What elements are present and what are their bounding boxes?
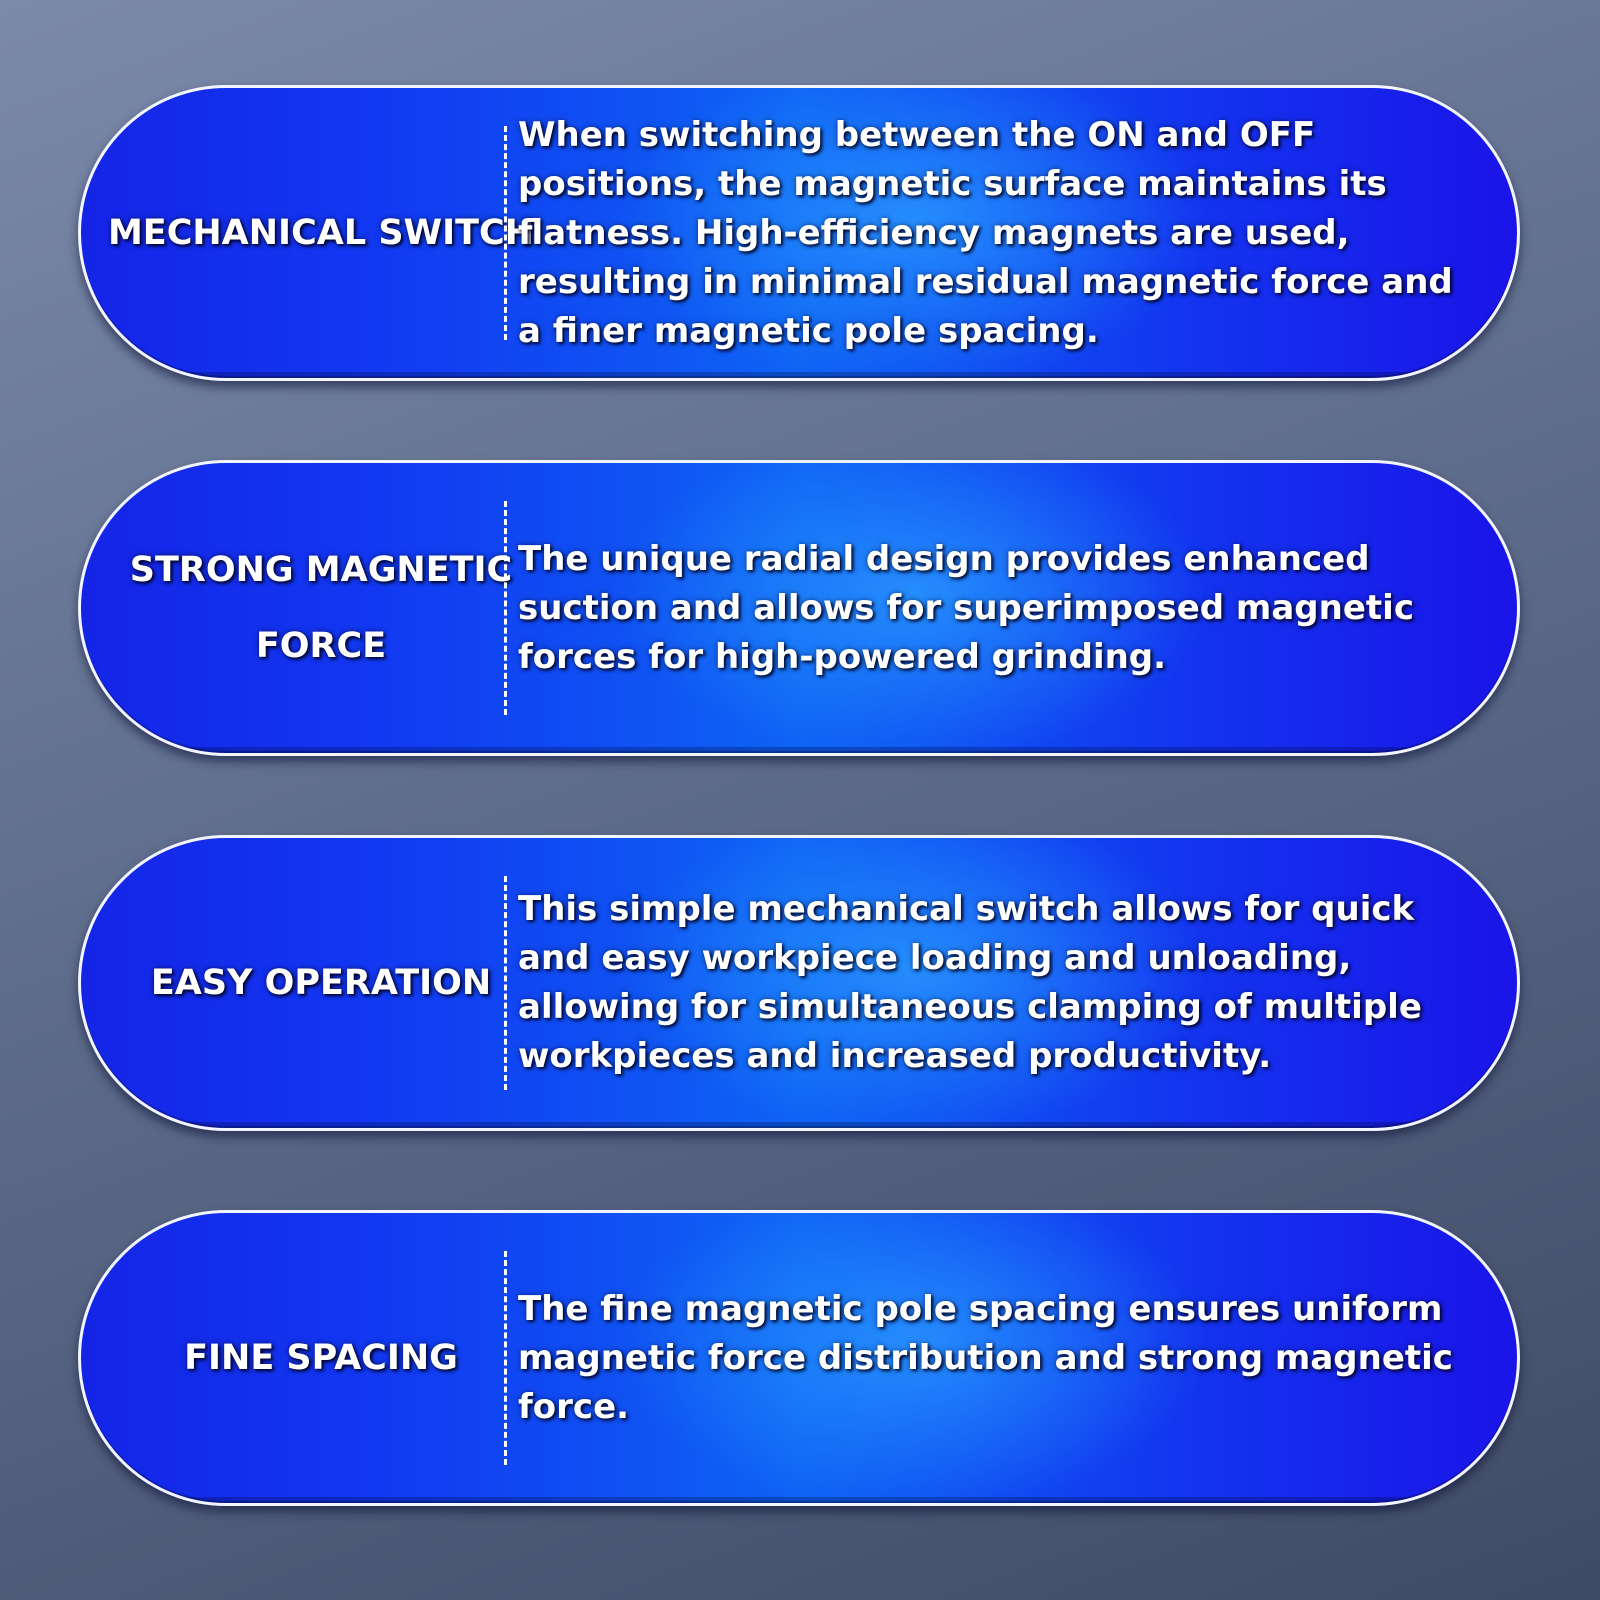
feature-title: EASY OPERATION <box>150 963 492 1003</box>
feature-description: The unique radial design provides enhanced suction and allows for superimposed magnetic forces for high-powered grinding. <box>518 538 1414 677</box>
feature-card-fine-spacing <box>78 1210 1520 1506</box>
dashed-divider <box>504 126 507 340</box>
feature-card-easy-operation <box>78 835 1520 1131</box>
feature-title: FINE SPACING <box>184 1338 458 1378</box>
dashed-divider <box>504 1251 507 1465</box>
feature-card-mechanical-switch <box>78 85 1520 381</box>
dashed-divider <box>504 876 507 1090</box>
feature-title: MECHANICAL SWITCH <box>107 213 535 253</box>
dashed-divider <box>504 501 507 715</box>
feature-description: When switching between the ON and OFF positions, the magnetic surface maintains its flatness. High-efficiency magnets are used, resulting in minimal residual magnetic force and a finer magnetic pole spacing. <box>518 114 1453 351</box>
feature-title: STRONG MAGNETIC FORCE <box>129 550 513 666</box>
feature-description: This simple mechanical switch allows for quick and easy workpiece loading and unloading, allowing for simultaneous clamping of multiple workpieces and increased productivity. <box>518 889 1422 1076</box>
feature-card-strong-magnetic-force <box>78 460 1520 756</box>
feature-description: The fine magnetic pole spacing ensures uniform magnetic force distribution and strong magnetic force. <box>518 1288 1453 1427</box>
